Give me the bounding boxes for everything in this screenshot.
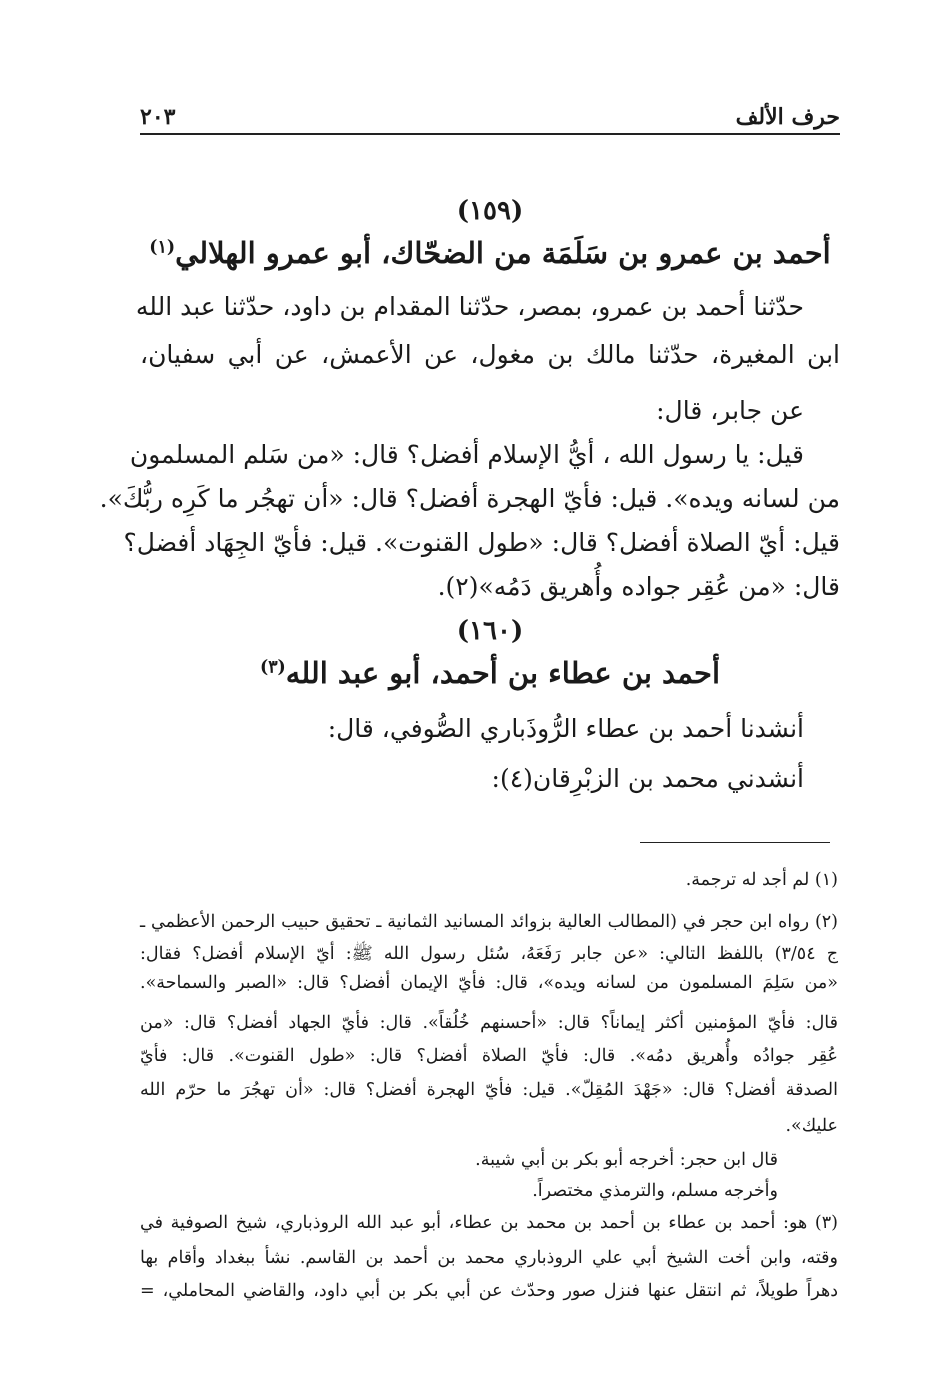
footnote-line: الصدقة أفضل؟ قال: «جَهْدَ المُقِلّ». قيل: فأيّ الهجرة أفضل؟ قال: «أن تهجُرَ ما حرّم الله — [140, 1080, 838, 1100]
entry-heading — [140, 656, 840, 690]
footnote-line: «من سَلِمَ المسلمون من لسانه ويده»، قال: فأيّ الإيمان أفضل؟ قال: «الصبر والسماحة». — [140, 973, 838, 993]
footnote-line: قال: فأيّ المؤمنين أكثر إيماناً؟ قال: «أحسنهم خُلُقاً». قال: فأيّ الجهاد أفضل؟ قال: «من — [140, 1013, 838, 1033]
footnote-line: (١) لم أجد له ترجمة. — [685, 870, 838, 890]
footnote-line: قال ابن حجر: أخرجه أبو بكر بن أبي شيبة. — [475, 1150, 778, 1170]
running-title: حرف الألف — [735, 104, 840, 130]
footnote-line: عليك». — [785, 1116, 838, 1136]
footnote-rule — [640, 842, 830, 843]
body-line: أنشدني محمد بن الزبْرِقان(٤): — [491, 764, 804, 793]
header-rule — [140, 133, 840, 135]
body-line: قيل: يا رسول الله ، أيُّ الإسلام أفضل؟ قال: «من سَلم المسلمون — [129, 440, 804, 469]
body-line: ابن المغيرة، حدّثنا مالك بن مغول، عن الأعمش، عن أبي سفيان، — [140, 340, 840, 369]
body-line: قال: «من عُقِر جواده وأُهريق دَمُه»(٢). — [437, 572, 840, 601]
body-line: أنشدنا أحمد بن عطاء الرُّوذَباري الصُّوفي، قال: — [327, 714, 804, 743]
footnote-line: (٣) هو: أحمد بن عطاء بن أحمد بن محمد بن عطاء، أبو عبد الله الروذباري، شيخ الصوفية في — [140, 1213, 838, 1233]
body-line: قيل: أيّ الصلاة أفضل؟ قال: «طول القنوت». قيل: فأيّ الجِهَاد أفضل؟ — [123, 528, 840, 557]
entry-number: (١٦٠) — [456, 616, 524, 646]
body-line: عن جابر، قال: — [656, 396, 804, 425]
footnote-line: وقته، وابن أخت الشيخ أبي علي الروذباري محمد بن أحمد بن القاسم. نشأ ببغداد وأقام بها — [140, 1248, 838, 1268]
page-header — [140, 100, 840, 130]
footnote-ref: (٣) — [259, 657, 286, 678]
entry-heading-text: أحمد بن عمرو بن سَلَمَة من الضحّاك، أبو عمرو الهلالي — [175, 236, 831, 270]
page-number: ٢٠٣ — [140, 104, 176, 130]
footnote-line: وأخرجه مسلم، والترمذي مختصراً. — [532, 1181, 778, 1201]
footnote-line: دهراً طويلاً، ثم انتقل عنها فنزل صور وحدّث عن أبي بكر بن أبي داود، والقاضي المحاملي، = — [140, 1281, 838, 1301]
footnote-line: (٢) رواه ابن حجر في (المطالب العالية بزوائد المسانيد الثمانية ـ تحقيق حبيب الرحمن الأعظمي ـ — [140, 912, 838, 932]
body-line: حدّثنا أحمد بن عمرو، بمصر، حدّثنا المقدام بن داود، حدّثنا عبد الله — [135, 292, 804, 321]
footnote-line: عُقِر جوادُه وأُهريق دمُه». قال: فأيّ الصلاة أفضل؟ قال: «طول القنوت». قال: فأيّ — [140, 1046, 838, 1066]
entry-heading-text: أحمد بن عطاء بن أحمد، أبو عبد الله — [285, 656, 721, 690]
entry-heading — [140, 236, 840, 270]
entry-number: (١٥٩) — [456, 196, 524, 226]
footnote-ref: (١) — [149, 237, 176, 258]
footnote-line: ج ٣/٥٤) باللفظ التالي: «عن جابر رَفَعَهُ، سُئل رسول الله ﷺ: أيّ الإسلام أفضل؟ فقال: — [140, 944, 838, 964]
body-line: من لسانه ويده». قيل: فأيّ الهجرة أفضل؟ قال: «أن تهجُر ما كَرِه ربُّكَ». — [99, 484, 840, 513]
